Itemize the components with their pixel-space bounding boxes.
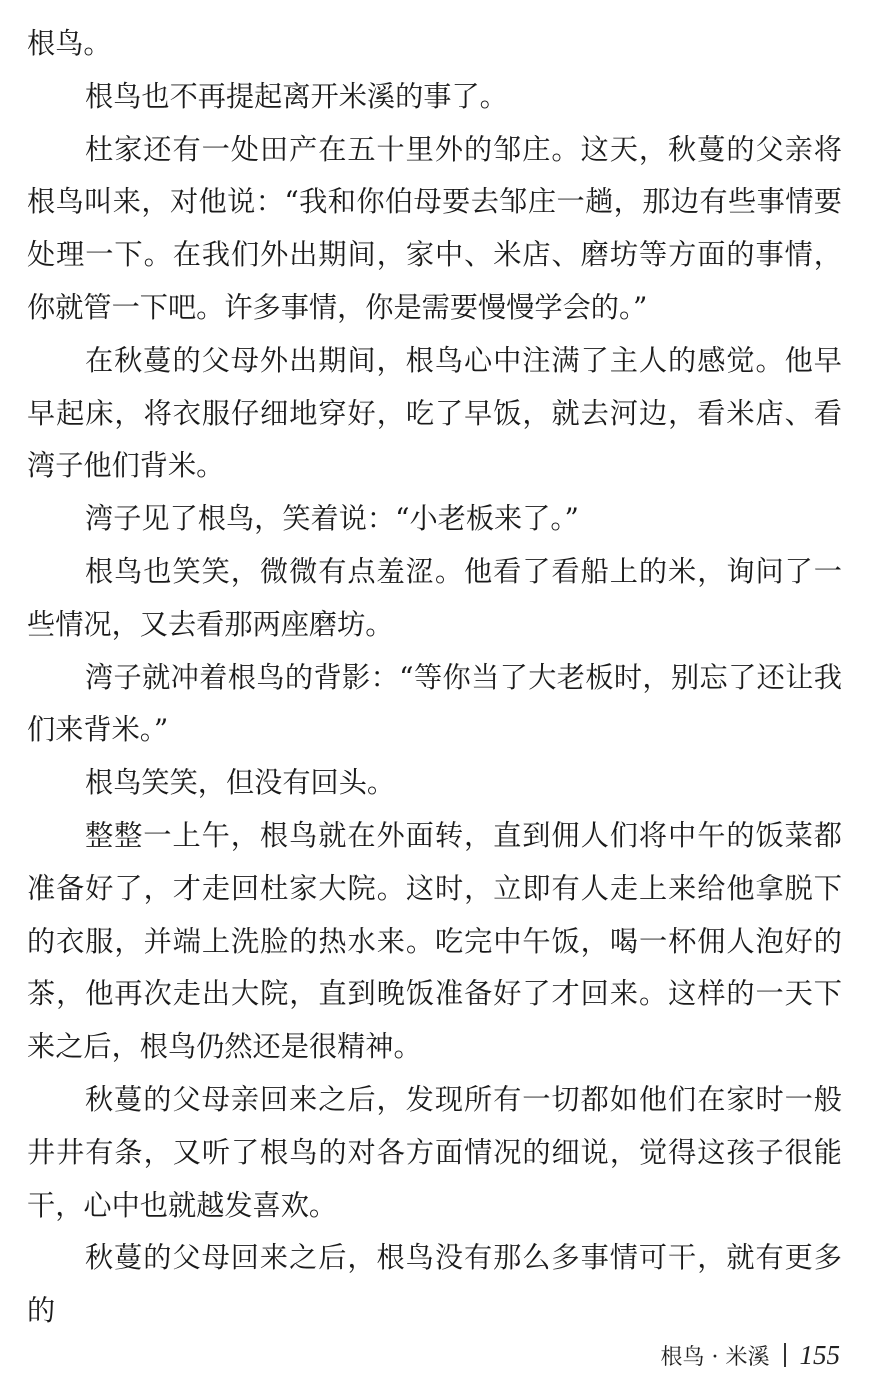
paragraph-7: 湾子就冲着根鸟的背影：“等你当了大老板时，别忘了还让我们来背米。” [27,660,842,747]
footer-divider [784,1343,786,1367]
paragraph-3: 杜家还有一处田产在五十里外的邹庄。这天，秋蔓的父亲将根鸟叫来，对他说：“我和你伯母要去邹庄一趟，那边有些事情要处理一下。在我们外出期间，家中、米店、磨坊等方面的事情，你就管一下吧。许多事情，你是需要慢慢学会的。” [27,132,842,324]
page-footer [600,1338,840,1372]
running-title: 根鸟 · 米溪 [660,1344,770,1370]
paragraph-11: 秋蔓的父母回来之后，根鸟没有那么多事情可干，就有更多的 [27,1241,842,1328]
page-number: 155 [799,1339,840,1370]
paragraph-1: 根鸟。 [27,27,112,60]
paragraph-10: 秋蔓的父母亲回来之后，发现所有一切都如他们在家时一般井井有条，又听了根鸟的对各方面情况的细说，觉得这孩子很能干，心中也就越发喜欢。 [27,1082,842,1222]
paragraph-8: 根鸟笑笑，但没有回头。 [85,766,396,800]
page-body [27,18,842,1338]
paragraph-6: 根鸟也笑笑，微微有点羞涩。他看了看船上的米，询问了一些情况，又去看那两座磨坊。 [27,554,842,641]
paragraph-9: 整整一上午，根鸟就在外面转，直到佣人们将中午的饭菜都准备好了，才走回杜家大院。这时，立即有人走上来给他拿脱下的衣服，并端上洗脸的热水来。吃完中午饭，喝一杯佣人泡好的茶，他再次走出大院，直到晚饭准备好了才回来。这样的一天下来之后，根鸟仍然还是很精神。 [27,818,842,1064]
paragraph-5: 湾子见了根鸟，笑着说：“小老板来了。” [85,502,579,536]
paragraph-4: 在秋蔓的父母外出期间，根鸟心中注满了主人的感觉。他早早起床，将衣服仔细地穿好，吃了早饭，就去河边，看米店、看湾子他们背米。 [27,343,842,483]
paragraph-2: 根鸟也不再提起离开米溪的事了。 [85,79,508,113]
